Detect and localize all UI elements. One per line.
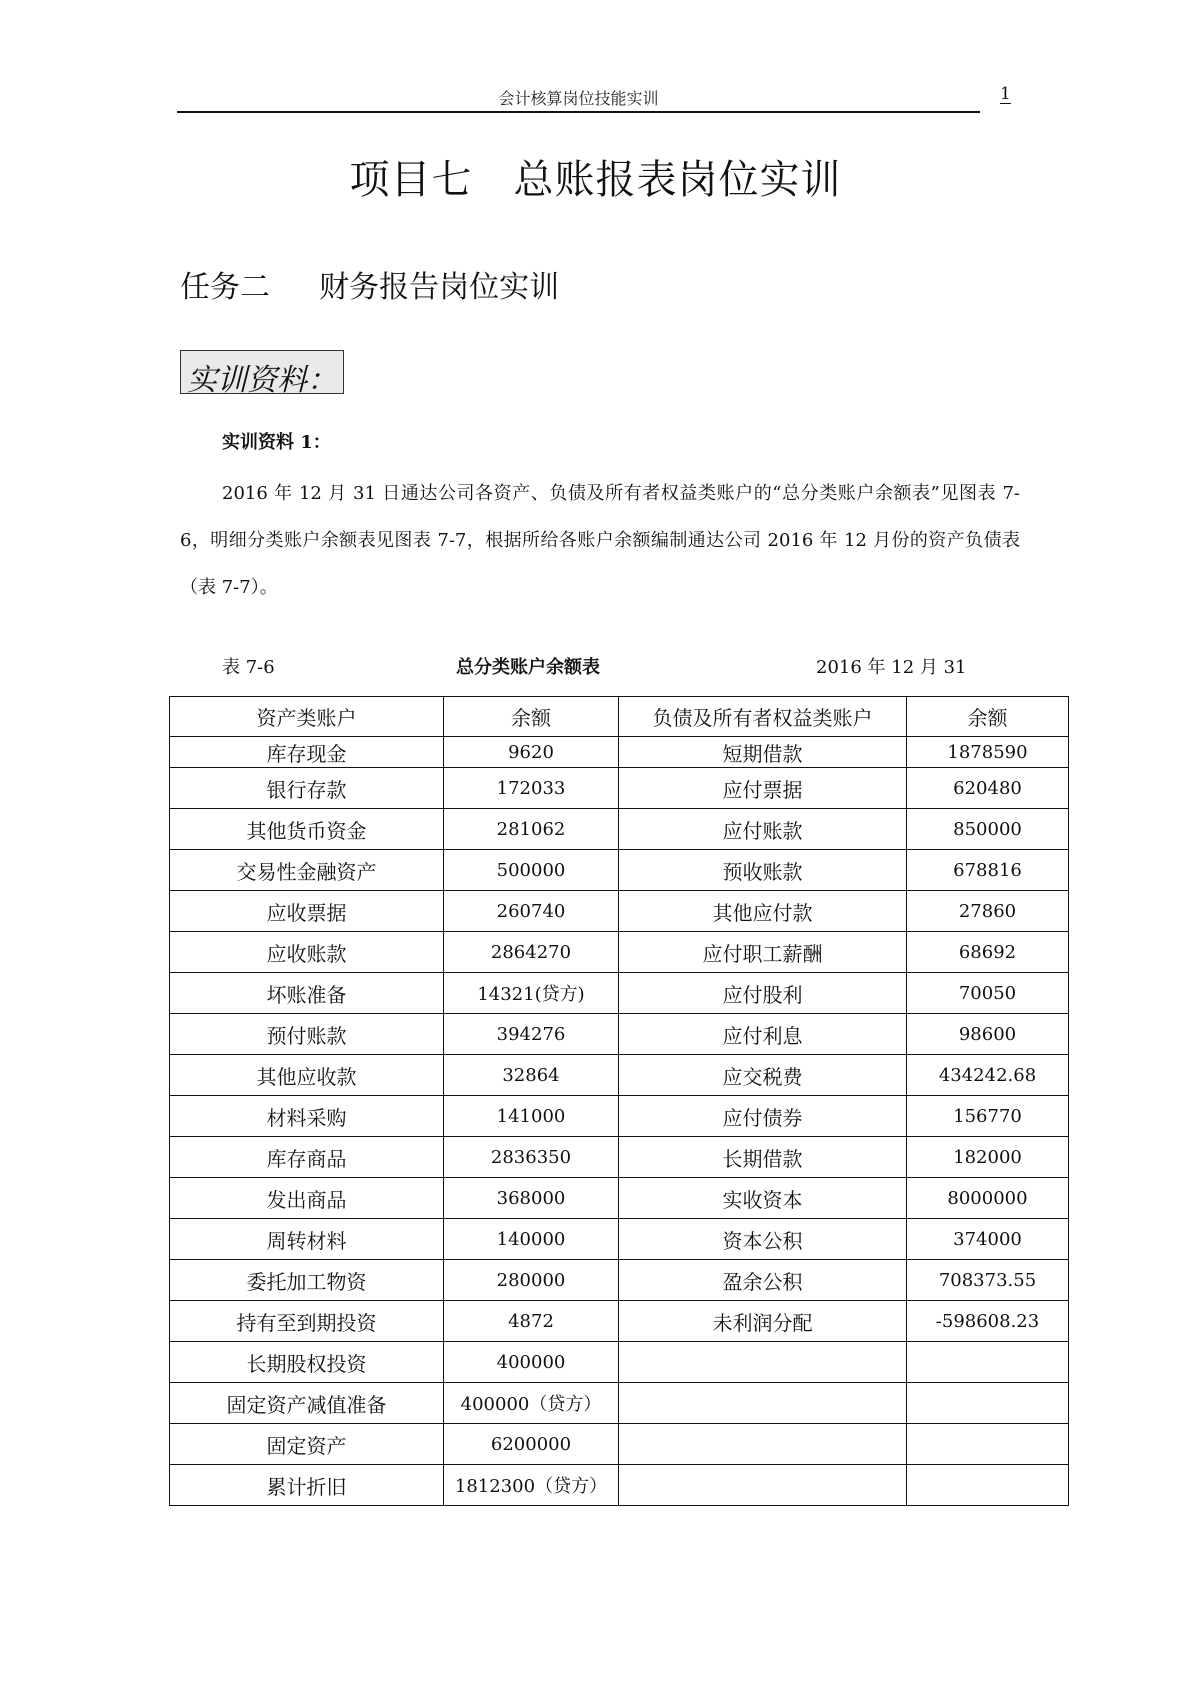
asset-balance-cell: 4872	[444, 1301, 619, 1342]
liability-balance-cell: 27860	[907, 891, 1069, 932]
page-number: 1	[1000, 84, 1011, 104]
asset-account-cell: 银行存款	[170, 768, 444, 809]
asset-balance-cell: 32864	[444, 1055, 619, 1096]
liability-balance-cell: 98600	[907, 1014, 1069, 1055]
liability-account-cell: 其他应付款	[619, 891, 907, 932]
asset-balance-cell: 14321(贷方)	[444, 973, 619, 1014]
table-row	[170, 1383, 1069, 1424]
asset-account-cell: 应收账款	[170, 932, 444, 973]
liability-balance-cell	[907, 1465, 1069, 1506]
table-row	[170, 850, 1069, 891]
liability-account-cell: 应交税费	[619, 1055, 907, 1096]
running-header	[177, 84, 980, 112]
table-row	[170, 1301, 1069, 1342]
table-row	[170, 737, 1069, 768]
asset-account-cell: 累计折旧	[170, 1465, 444, 1506]
liability-balance-cell: 156770	[907, 1096, 1069, 1137]
asset-account-cell: 材料采购	[170, 1096, 444, 1137]
asset-account-cell: 发出商品	[170, 1178, 444, 1219]
asset-account-cell: 固定资产	[170, 1424, 444, 1465]
asset-account-cell: 库存现金	[170, 737, 444, 768]
header-asset-balance: 余额	[444, 697, 619, 737]
liability-account-cell	[619, 1383, 907, 1424]
asset-account-cell: 持有至到期投资	[170, 1301, 444, 1342]
liability-balance-cell: 1878590	[907, 737, 1069, 768]
liability-balance-cell: 678816	[907, 850, 1069, 891]
liability-balance-cell: 374000	[907, 1219, 1069, 1260]
liability-balance-cell: 68692	[907, 932, 1069, 973]
material-box-label: 实训资料：	[187, 363, 337, 398]
liability-account-cell: 盈余公积	[619, 1260, 907, 1301]
header-asset-account: 资产类账户	[170, 697, 444, 737]
asset-account-cell: 周转材料	[170, 1219, 444, 1260]
asset-balance-cell: 2864270	[444, 932, 619, 973]
liability-balance-cell: 434242.68	[907, 1055, 1069, 1096]
asset-account-cell: 坏账准备	[170, 973, 444, 1014]
liability-balance-cell	[907, 1342, 1069, 1383]
material-box	[180, 350, 344, 398]
liability-account-cell: 应付账款	[619, 809, 907, 850]
table-row	[170, 1178, 1069, 1219]
liability-account-cell: 应付利息	[619, 1014, 907, 1055]
liability-account-cell	[619, 1424, 907, 1465]
liability-account-cell: 应付债券	[619, 1096, 907, 1137]
liability-balance-cell: 850000	[907, 809, 1069, 850]
table-row	[170, 891, 1069, 932]
asset-balance-cell: 1812300（贷方）	[444, 1465, 619, 1506]
body-paragraph: 2016 年 12 月 31 日通达公司各资产、负债及所有者权益类账户的“总分类账户余额表”见图表 7-6，明细分类账户余额表见图表 7-7，根据所给各账户余额编制通达公司 2016 年 12 月份的资产负债表（表 7-7）。	[180, 483, 1020, 598]
table-row	[170, 1424, 1069, 1465]
liability-balance-cell: 8000000	[907, 1178, 1069, 1219]
liability-account-cell: 应付票据	[619, 768, 907, 809]
liability-balance-cell: 182000	[907, 1137, 1069, 1178]
running-header-title: 会计核算岗位技能实训	[498, 89, 659, 108]
section-title: 任务二 财务报告岗位实训	[180, 270, 560, 305]
liability-balance-cell	[907, 1383, 1069, 1424]
liability-account-cell: 短期借款	[619, 737, 907, 768]
asset-account-cell: 交易性金融资产	[170, 850, 444, 891]
asset-balance-cell: 172033	[444, 768, 619, 809]
asset-account-cell: 长期股权投资	[170, 1342, 444, 1383]
asset-balance-cell: 2836350	[444, 1137, 619, 1178]
asset-balance-cell: 260740	[444, 891, 619, 932]
table-row	[170, 1342, 1069, 1383]
asset-balance-cell: 500000	[444, 850, 619, 891]
liability-balance-cell	[907, 1424, 1069, 1465]
table-row	[170, 1260, 1069, 1301]
table-row	[170, 1465, 1069, 1506]
table-caption-title: 总分类账户余额表	[456, 657, 600, 678]
table-row	[170, 768, 1069, 809]
table-row	[170, 1096, 1069, 1137]
liability-account-cell: 长期借款	[619, 1137, 907, 1178]
liability-account-cell: 实收资本	[619, 1178, 907, 1219]
asset-account-cell: 应收票据	[170, 891, 444, 932]
liability-balance-cell: 708373.55	[907, 1260, 1069, 1301]
table-header-row	[170, 697, 1069, 737]
table-row	[170, 973, 1069, 1014]
liability-account-cell: 资本公积	[619, 1219, 907, 1260]
asset-balance-cell: 141000	[444, 1096, 619, 1137]
liability-balance-cell: 620480	[907, 768, 1069, 809]
asset-account-cell: 其他应收款	[170, 1055, 444, 1096]
asset-account-cell: 委托加工物资	[170, 1260, 444, 1301]
liability-balance-cell: 70050	[907, 973, 1069, 1014]
liability-account-cell	[619, 1342, 907, 1383]
asset-balance-cell: 400000	[444, 1342, 619, 1383]
header-liability-balance: 余额	[907, 697, 1069, 737]
table-row	[170, 1137, 1069, 1178]
asset-balance-cell: 394276	[444, 1014, 619, 1055]
asset-balance-cell: 6200000	[444, 1424, 619, 1465]
table-body	[170, 737, 1069, 1506]
asset-account-cell: 固定资产减值准备	[170, 1383, 444, 1424]
asset-balance-cell: 280000	[444, 1260, 619, 1301]
table-row	[170, 809, 1069, 850]
liability-account-cell: 应付股利	[619, 973, 907, 1014]
asset-balance-cell: 368000	[444, 1178, 619, 1219]
asset-account-cell: 库存商品	[170, 1137, 444, 1178]
table-row	[170, 932, 1069, 973]
table-row	[170, 1014, 1069, 1055]
sub-heading: 实训资料 1：	[222, 432, 331, 453]
asset-balance-cell: 281062	[444, 809, 619, 850]
asset-balance-cell: 140000	[444, 1219, 619, 1260]
liability-account-cell	[619, 1465, 907, 1506]
asset-balance-cell: 400000（贷方）	[444, 1383, 619, 1424]
header-rule	[177, 111, 980, 113]
asset-account-cell: 其他货币资金	[170, 809, 444, 850]
liability-balance-cell: -598608.23	[907, 1301, 1069, 1342]
header-liability-account: 负债及所有者权益类账户	[619, 697, 907, 737]
table-caption-number: 表 7-6	[222, 657, 275, 678]
table-row	[170, 1055, 1069, 1096]
table-row	[170, 1219, 1069, 1260]
ledger-balance-table	[169, 696, 1069, 1506]
asset-account-cell: 预付账款	[170, 1014, 444, 1055]
table-caption-date: 2016 年 12 月 31	[816, 657, 967, 678]
main-title: 项目七 总账报表岗位实训	[349, 157, 842, 203]
liability-account-cell: 应付职工薪酬	[619, 932, 907, 973]
liability-account-cell: 未利润分配	[619, 1301, 907, 1342]
liability-account-cell: 预收账款	[619, 850, 907, 891]
asset-balance-cell: 9620	[444, 737, 619, 768]
